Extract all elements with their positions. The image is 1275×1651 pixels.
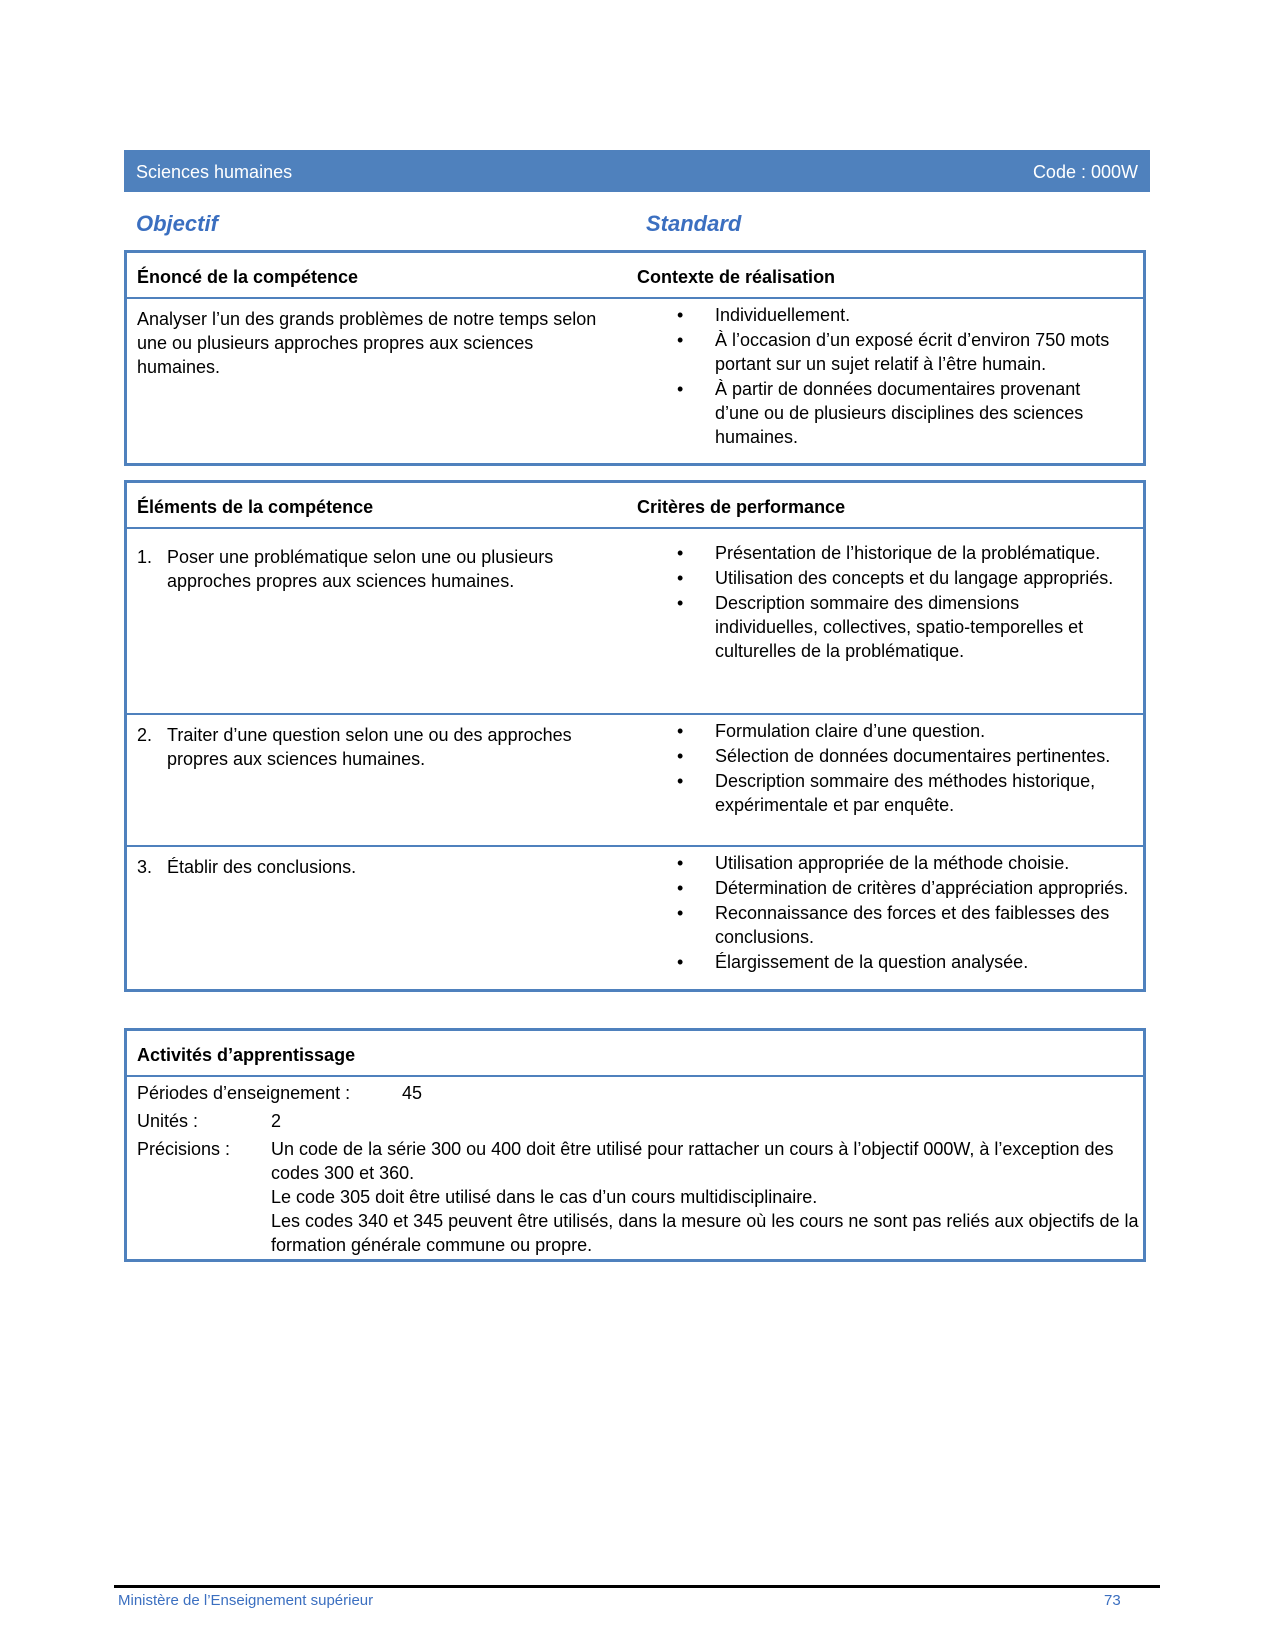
critere-item: • Présentation de l’historique de la problématique. [677, 541, 1127, 565]
precisions-label: Précisions : [137, 1139, 231, 1159]
elements-box-header [127, 483, 1143, 529]
precision-line: Les codes 340 et 345 peuvent être utilisés, dans la mesure où les cours ne sont pas reliés aux objectifs de la formation générale commune ou propre. [271, 1211, 1139, 1255]
standard-heading: Standard [646, 211, 742, 236]
discipline-title: Sciences humaines [136, 162, 293, 182]
activites-box-header [127, 1031, 1143, 1077]
page-number: 73 [1104, 1592, 1121, 1609]
contexte-list [677, 303, 1127, 450]
criteres-list-2 [677, 719, 1127, 818]
critere-item: • Description sommaire des méthodes historique, expérimentale et par enquête. [677, 769, 1127, 817]
contexte-item: • Individuellement. [677, 303, 1127, 327]
footer-publisher: Ministère de l’Enseignement supérieur [118, 1592, 374, 1609]
critere-item: • Description sommaire des dimensions individuelles, collectives, spatio-temporelles et culturelles de la problématique. [677, 591, 1127, 663]
element-text: Poser une problématique selon une ou plusieurs approches propres aux sciences humaines. [167, 547, 554, 591]
enonce-header: Énoncé de la compétence [137, 267, 359, 287]
criteres-list-1 [677, 541, 1127, 664]
critere-item: • Détermination de critères d’appréciation appropriés. [677, 876, 1137, 900]
criteres-list-3 [677, 851, 1137, 975]
contexte-header: Contexte de réalisation [637, 267, 836, 287]
unites-label: Unités : [137, 1111, 199, 1131]
elements-box [124, 480, 1146, 992]
precisions-text [271, 1137, 1141, 1257]
element-text: Établir des conclusions. [167, 857, 357, 877]
critere-item: • Formulation claire d’une question. [677, 719, 1127, 743]
activites-header: Activités d’apprentissage [137, 1045, 356, 1065]
code-label: Code : 000W [1032, 162, 1138, 182]
activites-box [124, 1028, 1146, 1262]
contexte-item: • À l’occasion d’un exposé écrit d’environ 750 mots portant sur un sujet relatif à l’être humain. [677, 328, 1127, 376]
precision-line: Le code 305 doit être utilisé dans le cas d’un cours multidisciplinaire. [271, 1187, 818, 1207]
element-number: 2. [137, 725, 153, 745]
competence-statement: Analyser l’un des grands problèmes de notre temps selon une ou plusieurs approches propres aux sciences humaines. [137, 309, 597, 377]
critere-item: • Utilisation appropriée de la méthode choisie. [677, 851, 1137, 875]
critere-item: • Sélection de données documentaires pertinentes. [677, 744, 1127, 768]
critere-item: • Reconnaissance des forces et des faiblesses des conclusions. [677, 901, 1137, 949]
critere-item: • Élargissement de la question analysée. [677, 950, 1137, 974]
element-text: Traiter d’une question selon une ou des approches propres aux sciences humaines. [167, 725, 572, 769]
row-divider [127, 713, 1143, 715]
enonce-box [124, 250, 1146, 466]
periodes-value: 45 [402, 1083, 423, 1103]
unites-value: 2 [271, 1111, 282, 1131]
element-number: 1. [137, 547, 153, 567]
enonce-box-header [127, 253, 1143, 299]
objectif-heading: Objectif [136, 211, 218, 236]
footer-rule [114, 1585, 1160, 1588]
periodes-label: Périodes d’enseignement : [137, 1083, 351, 1103]
element-number: 3. [137, 857, 153, 877]
objective-standard-row [136, 211, 1146, 239]
elements-header: Éléments de la compétence [137, 497, 374, 517]
critere-item: • Utilisation des concepts et du langage appropriés. [677, 566, 1127, 590]
contexte-item: • À partir de données documentaires provenant d’une ou de plusieurs disciplines des sciences humaines. [677, 377, 1127, 449]
header-band [124, 150, 1150, 192]
criteres-header: Critères de performance [637, 497, 846, 517]
row-divider [127, 845, 1143, 847]
precision-line: Un code de la série 300 ou 400 doit être utilisé pour rattacher un cours à l’objectif 000W, à l’exception des codes 300 et 360. [271, 1139, 1114, 1183]
